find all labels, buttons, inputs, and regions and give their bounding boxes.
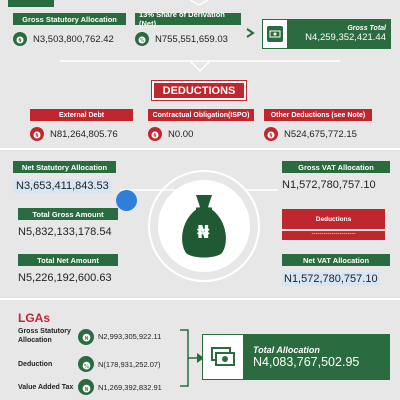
- contractual-card: [148, 109, 254, 141]
- total-net-label: Total Net Amount: [18, 254, 118, 266]
- external-debt-card: [30, 109, 133, 141]
- svg-text:₦: ₦: [18, 38, 22, 44]
- lga-vat-label: Value Added Tax: [18, 383, 74, 391]
- gross-vat-label: Gross VAT Allocation: [282, 161, 390, 173]
- net-vat-value: N1,572,780,757.10: [284, 273, 378, 285]
- net-statutory-card: [13, 161, 116, 194]
- money-bag-icon: [78, 379, 94, 395]
- money-bag-icon: [148, 127, 162, 141]
- total-net-card: [18, 254, 118, 284]
- lga-row-deduction: [18, 356, 198, 372]
- contractual-value: N0.00: [168, 128, 194, 140]
- svg-text:%: %: [83, 363, 89, 370]
- other-deductions-card: [264, 109, 372, 141]
- deductions-title-box: [151, 80, 247, 101]
- deductions-title: DEDUCTIONS: [154, 83, 244, 98]
- svg-text:₦: ₦: [35, 133, 39, 139]
- lga-divider: [0, 298, 400, 300]
- lga-row-gross: [18, 328, 198, 346]
- other-deductions-value: N524,675,772.15: [284, 128, 357, 140]
- arrow-right-icon: [245, 27, 257, 39]
- total-allocation-card: [202, 334, 390, 380]
- gross-statutory-card: [13, 13, 126, 46]
- gross-total-label: Gross Total: [347, 25, 386, 32]
- top-connector-line: [190, 0, 208, 6]
- gross-total-value: N4,259,352,421.44: [305, 32, 386, 43]
- total-gross-label: Total Gross Amount: [18, 208, 118, 220]
- money-bag-icon: [13, 32, 27, 46]
- gross-total-card: [262, 19, 391, 49]
- external-debt-value: N81,264,805.76: [50, 128, 118, 140]
- svg-text:₦: ₦: [153, 133, 157, 139]
- svg-text:%: %: [139, 38, 145, 44]
- svg-text:₦: ₦: [84, 336, 88, 343]
- lgas-title: LGAs: [18, 311, 51, 325]
- vat-deductions-value: ----------------------: [282, 231, 385, 240]
- cash-stack-icon: [267, 26, 283, 42]
- net-statutory-value: N3,653,411,843.53: [13, 179, 112, 193]
- lga-deduction-value: N(178,931,252.07): [98, 359, 161, 369]
- external-debt-label: External Debt: [30, 109, 133, 121]
- lga-vat-value: N1,269,392,832.91: [98, 382, 162, 392]
- total-gross-card: [18, 208, 118, 238]
- contractual-label: Contractual Obligation(ISPO): [148, 109, 254, 121]
- naira-symbol: ₦: [197, 222, 210, 243]
- total-gross-value: N5,832,133,178.54: [18, 226, 112, 238]
- gross-statutory-label: Gross Statutory Allocation: [13, 13, 126, 25]
- other-deductions-label: Other Deductions (see Note): [264, 109, 372, 121]
- derivation-card: [135, 10, 241, 46]
- net-vat-label: Net VAT Allocation: [282, 254, 390, 266]
- lga-gross-label: Gross Statutory Allocation: [18, 328, 71, 344]
- money-bag-icon: [78, 329, 94, 345]
- lga-row-vat: [18, 379, 198, 395]
- svg-text:₦: ₦: [269, 133, 273, 139]
- money-bag-icon: [264, 127, 278, 141]
- money-bag-icon: [30, 127, 44, 141]
- derivation-value: N755,551,659.03: [155, 33, 228, 45]
- vat-deductions-label: Deductions: [282, 209, 385, 229]
- derivation-label: 13% Share of Derivation (Net): [135, 13, 241, 25]
- blue-marker: [116, 190, 137, 211]
- vat-deductions-card: [282, 209, 385, 240]
- total-net-value: N5,226,192,600.63: [18, 272, 112, 284]
- header-tab: [8, 0, 54, 7]
- lga-gross-value: N2,993,305,922.11: [98, 332, 162, 342]
- lga-deduction-label: Deduction: [18, 360, 53, 368]
- chevron-down-icon: [60, 60, 340, 74]
- percent-bag-icon: [78, 356, 94, 372]
- total-allocation-label: Total Allocation: [253, 345, 320, 355]
- gross-vat-card: [282, 161, 390, 191]
- cash-stack-icon: [203, 335, 243, 379]
- percent-bag-icon: [135, 32, 149, 46]
- gross-vat-value: N1,572,780,757.10: [282, 179, 376, 191]
- svg-text:₦: ₦: [84, 386, 88, 393]
- net-vat-card: [282, 254, 390, 287]
- gross-statutory-value: N3,503,800,762.42: [33, 33, 114, 45]
- center-money-bag: [148, 170, 260, 282]
- total-allocation-value: N4,083,767,502.95: [253, 355, 360, 369]
- net-statutory-label: Net Statutory Allocation: [13, 161, 116, 173]
